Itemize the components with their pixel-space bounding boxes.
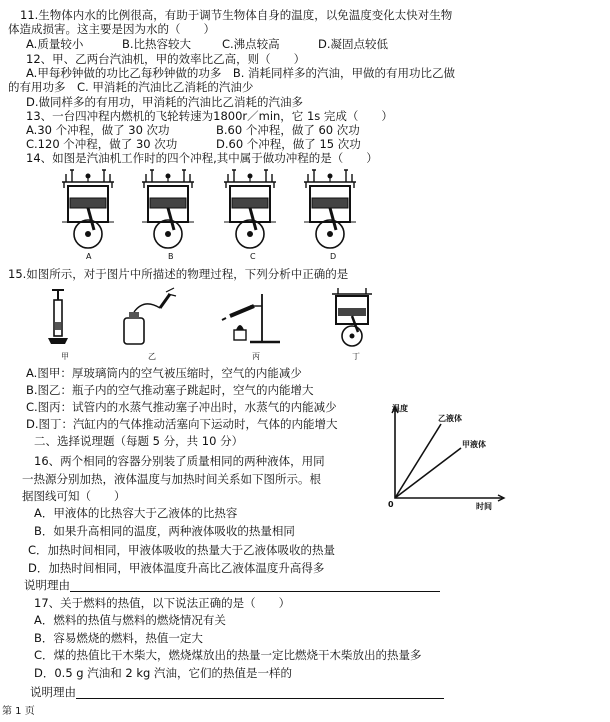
q17-option-a: A．燃料的热值与燃料的燃烧情况有关: [34, 613, 226, 627]
q11-option-a: A.质量较小: [26, 37, 84, 51]
q13-option-b: B.60 个冲程，做了 60 次功: [216, 123, 360, 137]
q11-option-c: C.沸点较高: [222, 37, 280, 51]
q17-reason: 说明理由: [30, 685, 444, 699]
q16-reason: 说明理由: [24, 578, 440, 592]
q13-option-d: D.60 个冲程，做了 15 次功: [216, 137, 361, 151]
q11-option-d: D.凝固点较低: [318, 37, 389, 51]
q15-option-b: B.图乙：瓶子内的空气推动塞子跳起时，空气的内能增大: [26, 383, 314, 397]
q14-label-c: C: [250, 252, 256, 261]
q13-option-c: C.120 个冲程，做了 30 次功: [26, 137, 178, 151]
q16-reason-blank[interactable]: [70, 580, 440, 592]
graph-xlabel: 时间: [476, 502, 492, 511]
graph-label-jia: 甲液体: [462, 440, 486, 449]
q15-option-d: D.图丁：汽缸内的气体推动活塞向下运动时，气体的内能增大: [26, 417, 338, 431]
q12-stem: 12、甲、乙两台汽油机，甲的效率比乙高，则（ ）: [26, 52, 306, 66]
line-jia-liquid: [395, 448, 461, 498]
q16-option-a: A．甲液体的比热容大于乙液体的比热容: [34, 506, 238, 520]
q17-option-b: B．容易燃烧的燃料，热值一定大: [34, 631, 203, 645]
q13-option-a: A.30 个冲程，做了 30 次功: [26, 123, 170, 137]
q12-option-ab-line1: A.甲每秒钟做的功比乙每秒钟做的功多 B. 消耗同样多的汽油，甲做的有用功比乙做: [26, 66, 456, 80]
line-yi-liquid: [395, 424, 441, 498]
q11-stem-line1: 11.生物体内水的比例很高，有助于调节生物体自身的温度，以免温度变化太快对生物: [20, 8, 453, 22]
graph-origin: 0: [388, 500, 394, 509]
q14-label-b: B: [168, 252, 174, 261]
q17-option-c: C．煤的热值比干木柴大，燃烧煤放出的热量一定比燃烧干木柴放出的热量多: [34, 648, 422, 662]
q14-label-d: D: [330, 252, 337, 261]
q16-stem-line3: 据图线可知（ ）: [22, 489, 126, 503]
q12-option-ab-line2: 的有用功多 C. 甲消耗的汽油比乙消耗的汽油少: [8, 80, 254, 94]
q14-stem: 14、如图是汽油机工作时的四个冲程,其中属于做功冲程的是（ ）: [26, 151, 378, 165]
q15-caption-yi: 乙: [148, 352, 156, 361]
section-2-heading: 二、选择说理题（每题 5 分，共 10 分）: [34, 434, 244, 448]
q14-label-a: A: [86, 252, 92, 261]
graph-ylabel: 温度: [392, 404, 408, 413]
q17-option-d: D．0.5 g 汽油和 2 kg 汽油，它们的热值是一样的: [34, 666, 292, 680]
q17-stem: 17、关于燃料的热值，以下说法正确的是（ ）: [34, 596, 291, 610]
q17-reason-blank[interactable]: [76, 687, 444, 699]
q15-caption-ding: 丁: [352, 352, 360, 361]
page-footer: 第 1 页: [2, 706, 35, 717]
q16-option-b: B．如果升高相同的温度，两种液体吸收的热量相同: [34, 524, 295, 538]
q16-stem-line1: 16、两个相同的容器分别装了质量相同的两种液体，用同: [34, 454, 325, 468]
q13-stem: 13、一台四冲程内燃机的飞轮转速为1800r／min，它 1s 完成（ ）: [26, 109, 393, 123]
q16-option-d: D．加热时间相同，甲液体温度升高比乙液体温度升高得多: [28, 561, 325, 575]
q11-option-b: B.比热容较大: [122, 37, 192, 51]
q15-option-a: A.图甲：厚玻璃筒内的空气被压缩时，空气的内能减少: [26, 366, 302, 380]
q15-caption-jia: 甲: [61, 352, 69, 361]
q14-engine-figures: [58, 164, 368, 256]
q15-stem: 15.如图所示，对于图片中所描述的物理过程，下列分析中正确的是: [8, 267, 349, 281]
q15-figures: [40, 286, 380, 356]
q16-option-c: C．加热时间相同，甲液体吸收的热量大于乙液体吸收的热量: [28, 543, 336, 557]
q15-option-c: C.图丙：试管内的水蒸气推动塞子冲出时，水蒸气的内能减少: [26, 400, 337, 414]
q15-caption-bing: 丙: [252, 352, 260, 361]
graph-label-yi: 乙液体: [438, 414, 462, 423]
q11-stem-line2: 体造成损害。这主要是因为水的（ ）: [8, 22, 215, 36]
q12-option-d: D.做同样多的有用功，甲消耗的汽油比乙消耗的汽油多: [26, 95, 304, 109]
q16-stem-line2: 一热源分别加热，液体温度与加热时间关系如下图所示。根: [22, 472, 321, 486]
